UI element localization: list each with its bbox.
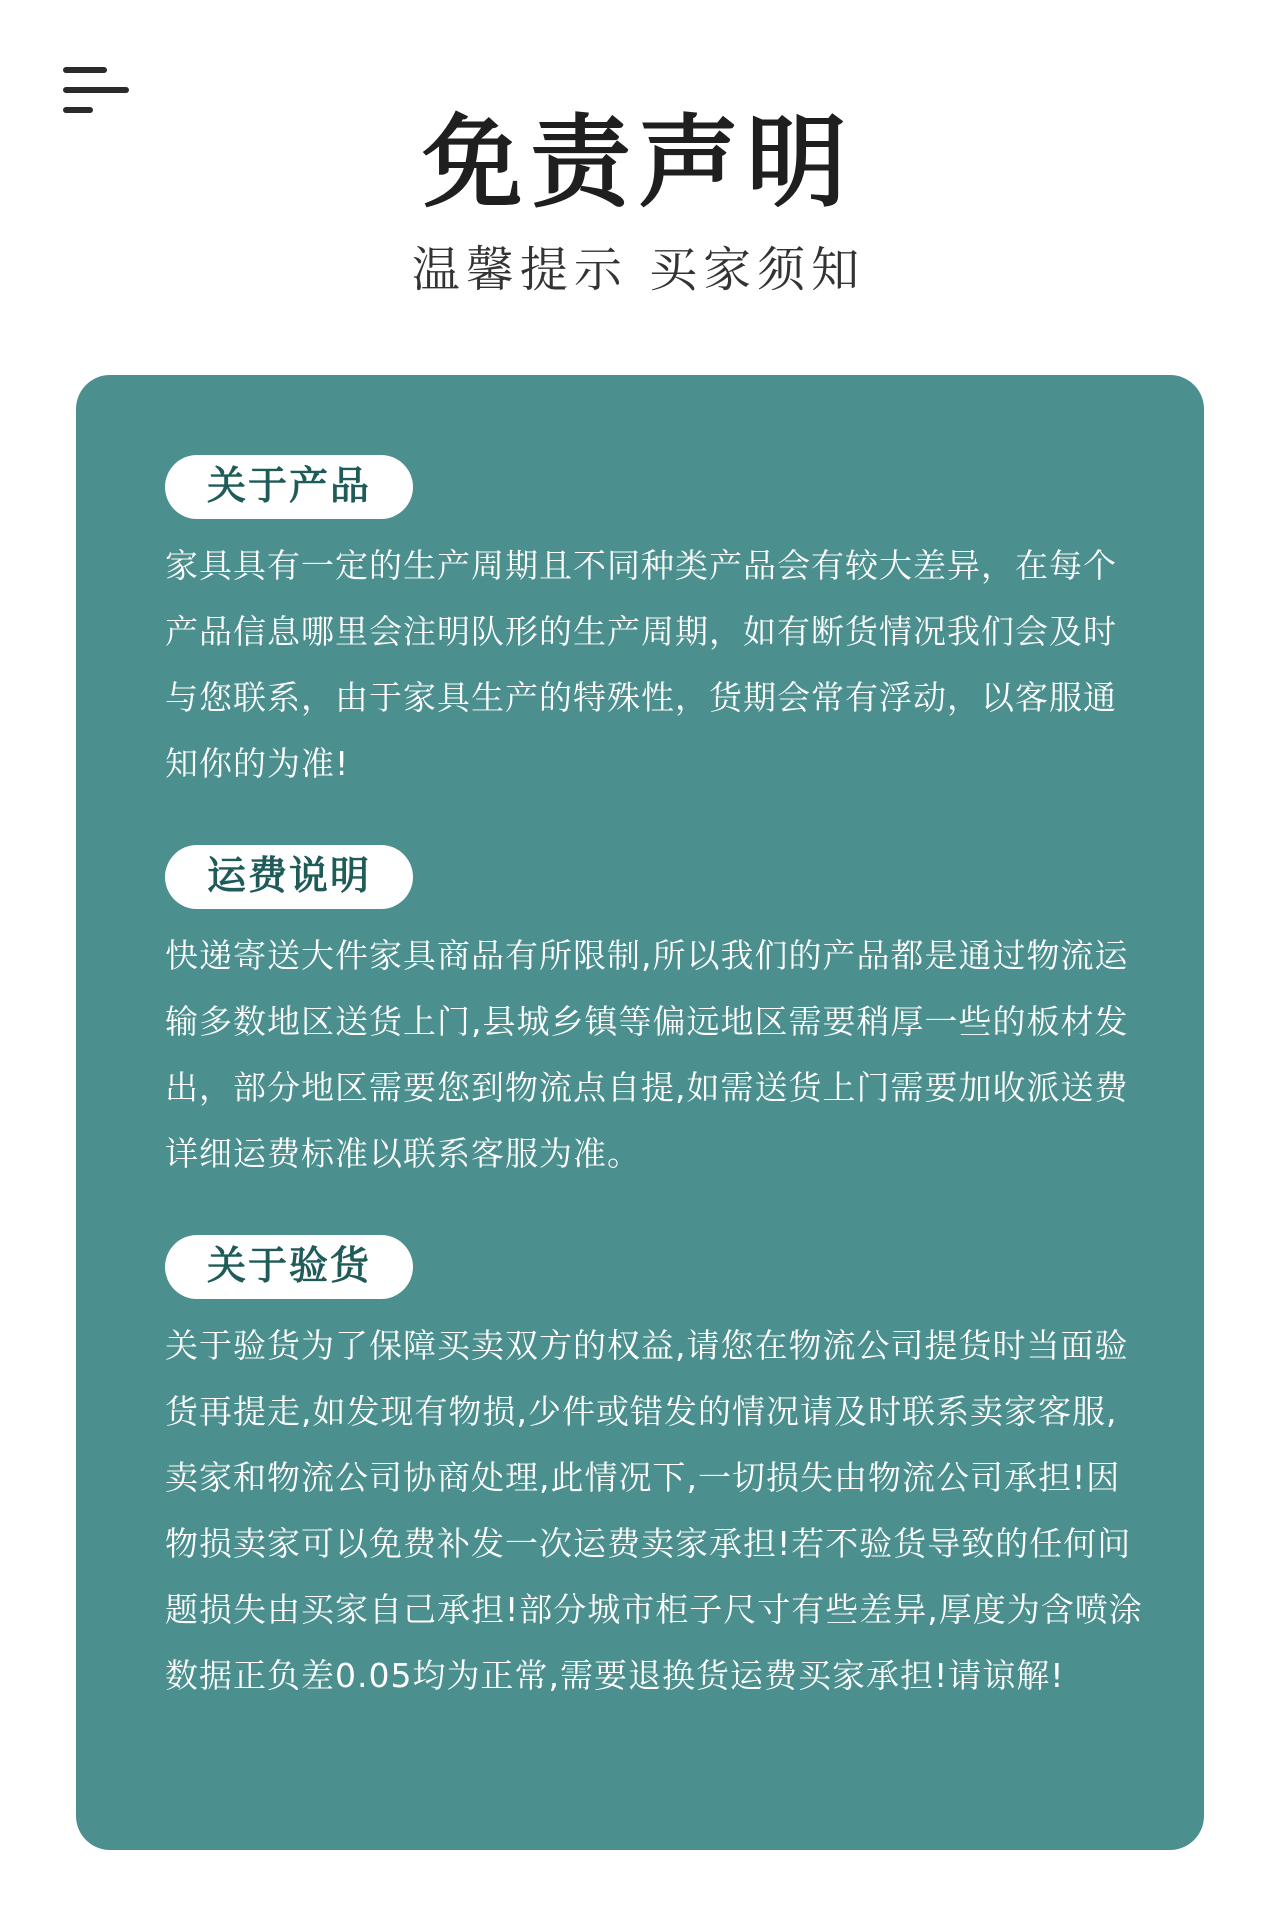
menu-icon-line-middle	[63, 87, 129, 93]
section-shipping	[165, 845, 1145, 1187]
menu-icon[interactable]	[63, 67, 133, 113]
section-about-product	[165, 455, 1145, 797]
notice-card	[76, 375, 1204, 1850]
section-text-about-product: 家具具有一定的生产周期且不同种类产品会有较大差异，在每个产品信息哪里会注明队形的生产周期，如有断货情况我们会及时与您联系，由于家具生产的特殊性，货期会常有浮动，以客服通知你的为准!	[165, 546, 1117, 783]
section-inspection	[165, 1235, 1145, 1709]
menu-icon-line-top	[63, 67, 107, 73]
section-text-inspection: 关于验货为了保障买卖双方的权益,请您在物流公司提货时当面验货再提走,如发现有物损,少件或错发的情况请及时联系卖家客服,卖家和物流公司协商处理,此情况下,一切损失由物流公司承担!因物损卖家可以免费补发一次运费卖家承担!若不验货导致的任何问题损失由买家自己承担!部分城市柜子尺寸有些差异,厚度为含喷涂数据正负差0.05均为正常,需要退换货运费买家承担!请谅解!	[165, 1326, 1143, 1695]
page-title: 免责声明	[422, 104, 855, 221]
section-label-about-product: 关于产品	[165, 455, 413, 519]
section-label-shipping: 运费说明	[165, 845, 413, 909]
section-text-shipping: 快递寄送大件家具商品有所限制,所以我们的产品都是通过物流运输多数地区送货上门,县城乡镇等偏远地区需要稍厚一些的板材发出，部分地区需要您到物流点自提,如需送货上门需要加收派送费详细运费标准以联系客服为准。	[165, 936, 1129, 1173]
section-label-inspection: 关于验货	[165, 1235, 413, 1299]
page-subtitle: 温馨提示 买家须知	[411, 242, 866, 298]
